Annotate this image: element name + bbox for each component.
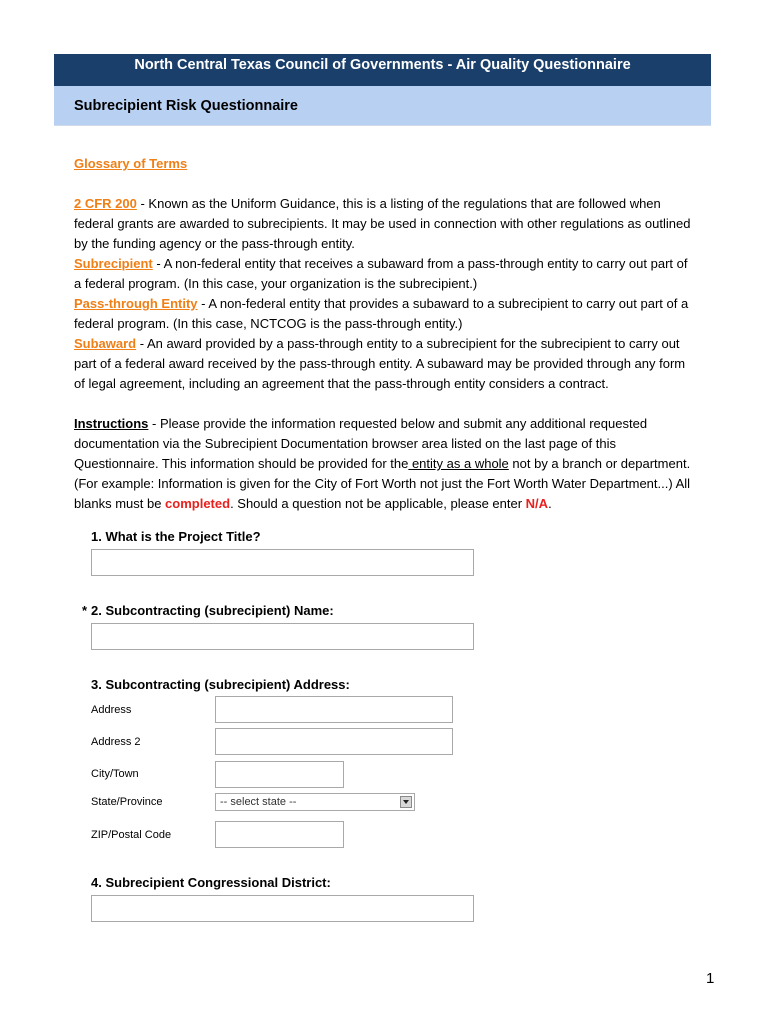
state-label: State/Province xyxy=(91,796,163,808)
instructions-paragraph: Instructions - Please provide the information requested below and submit any additional requested documentation via the Subrecipient Documentation browser area listed on the last page of this Questionnaire. This information should be provided for the entity as a whole not by a branch or department. (For example: Information is given for the City of Fort Worth not just the Fort Worth Water Department...) All blanks must be completed. Should a question not be applicable, please enter N/A. xyxy=(74,416,691,511)
q4-label: 4. Subrecipient Congressional District: xyxy=(91,875,331,890)
address2-input[interactable] xyxy=(215,728,453,755)
zip-label: ZIP/Postal Code xyxy=(91,829,172,841)
q3-label: 3. Subcontracting (subrecipient) Address: xyxy=(91,677,350,692)
state-select-value: -- select state -- xyxy=(220,796,297,808)
city-input[interactable] xyxy=(215,761,344,788)
address2-label: Address 2 xyxy=(91,736,141,748)
glossary-term: Pass-through Entity - A non-federal entity that provides a subaward to a subrecipient to carry out part of a federal program. (In this case, NCTCOG is the pass-through entity.) xyxy=(74,296,689,331)
form-title: North Central Texas Council of Governments - Air Quality Questionnaire xyxy=(54,54,711,86)
glossary-term: 2 CFR 200 - Known as the Uniform Guidance, this is a listing of the regulations that are followed when federal grants are awarded to subrecipients. It may be used in connection with other regulations as outlined by the funding agency or the pass-through entity. xyxy=(74,196,691,251)
address-input[interactable] xyxy=(215,696,453,723)
glossary-section xyxy=(74,154,694,514)
congressional-district-input[interactable] xyxy=(91,895,474,922)
q1-label: 1. What is the Project Title? xyxy=(91,529,261,544)
na-emphasis: N/A xyxy=(525,496,549,511)
glossary-term: Subrecipient - A non-federal entity that receives a subaward from a pass-through entity to carry out part of a federal program. (In this case, your organization is the subrecipient.) xyxy=(74,256,688,291)
city-label: City/Town xyxy=(91,768,139,780)
q2-label: 2. Subcontracting (subrecipient) Name: xyxy=(91,603,334,618)
state-select[interactable] xyxy=(215,793,415,811)
section-title: Subrecipient Risk Questionnaire xyxy=(54,86,711,126)
zip-input[interactable] xyxy=(215,821,344,848)
glossary-heading: Glossary of Terms xyxy=(74,156,188,171)
instructions-label: Instructions xyxy=(74,416,149,431)
address-label: Address xyxy=(91,704,132,716)
page-number: 1 xyxy=(706,970,715,987)
glossary-term: Subaward - An award provided by a pass-through entity to a subrecipient for the subrecipient to carry out part of a federal award received by the pass-through entity. A subaward may be provided through any form of legal agreement, including an agreement that the pass-through entity considers a contract. xyxy=(74,336,686,391)
subrecipient-name-input[interactable] xyxy=(91,623,474,650)
completed-emphasis: completed xyxy=(165,496,231,511)
chevron-down-icon[interactable] xyxy=(400,796,412,808)
required-asterisk: * xyxy=(82,603,88,618)
project-title-input[interactable] xyxy=(91,549,474,576)
